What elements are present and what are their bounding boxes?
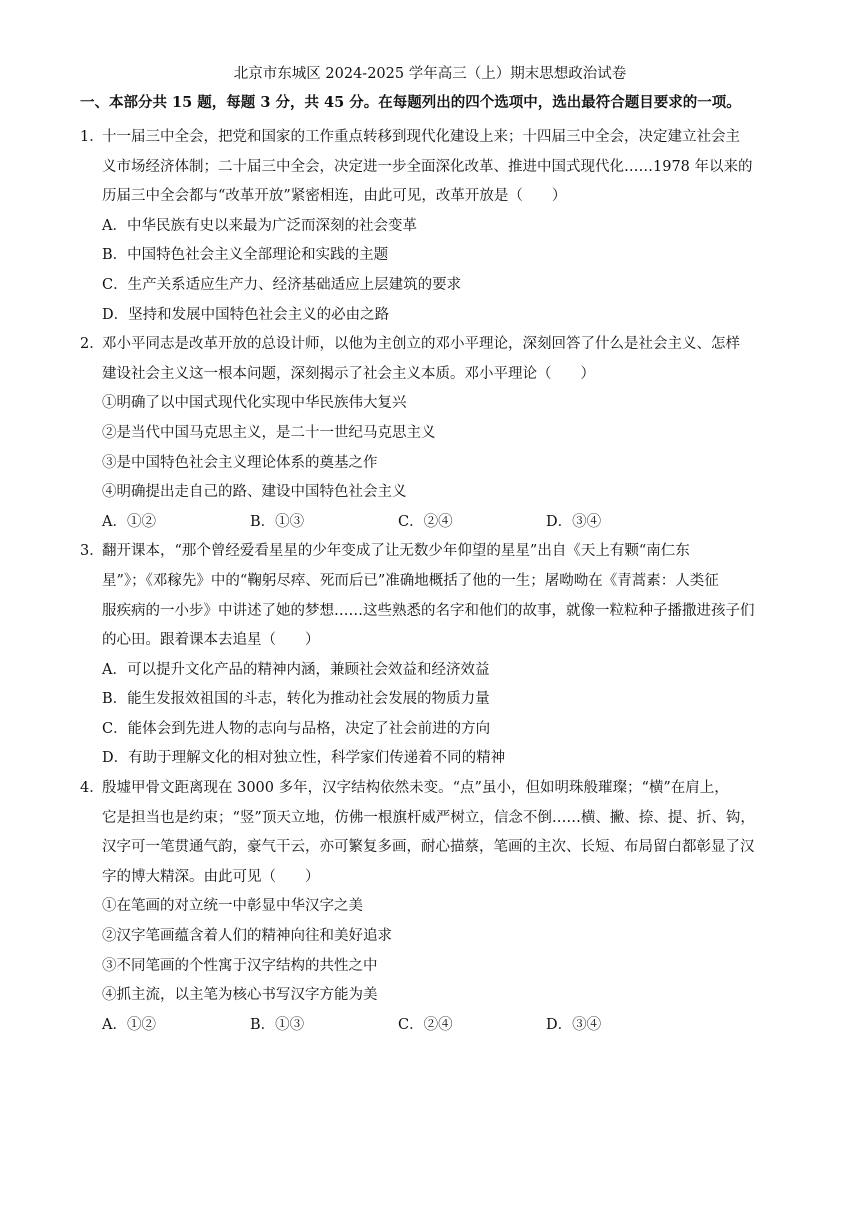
option-a[interactable]: A．可以提升文化产品的精神内涵，兼顾社会效益和经济效益 [102, 661, 490, 678]
option-c[interactable]: C．能体会到先进人物的志向与品格，决定了社会前进的方向 [102, 720, 491, 737]
question-stem-line [80, 537, 800, 567]
question-3 [80, 537, 800, 774]
option-c[interactable]: C．②④ [398, 1016, 453, 1033]
question-stem-line: 它是担当也是约束；“竖”顶天立地，仿佛一根旗杆威严树立，信念不倒……横、撇、捺、提、折、钩， [102, 809, 755, 826]
option-c[interactable]: C．②④ [398, 513, 453, 530]
page-title: 北京市东城区 2024-2025 学年高三（上）期末思想政治试卷 [233, 66, 627, 82]
question-stem-line: 义市场经济体制；二十届三中全会，决定进一步全面深化改革、推进中国式现代化……1978 年以来的 [102, 158, 753, 175]
option-c[interactable]: C．生产关系适应生产力、经济基础适应上层建筑的要求 [102, 276, 462, 293]
stem-text: 邓小平同志是改革开放的总设计师，以他为主创立的邓小平理论，深刻回答了什么是社会主义、怎样 [102, 336, 740, 353]
section-heading: 一、本部分共 15 题，每题 3 分，共 45 分。在每题列出的四个选项中，选出最符合题目要求的一项。 [80, 94, 741, 111]
option-d[interactable]: D．③④ [546, 1016, 602, 1033]
question-2 [80, 330, 800, 537]
question-4 [80, 774, 800, 1040]
option-a[interactable]: A．中华民族有史以来最为广泛而深刻的社会变革 [102, 217, 417, 234]
option-b[interactable]: B．①③ [250, 513, 305, 530]
question-stem-line: 服疾病的一小步》中讲述了她的梦想……这些熟悉的名字和他们的故事，就像一粒粒种子播撒进孩子们 [102, 602, 755, 619]
statement-1: ①在笔画的对立统一中彰显中华汉字之美 [102, 898, 363, 915]
option-a[interactable]: A．①② [102, 513, 156, 530]
question-number: 4． [80, 780, 104, 797]
statement-4: ④抓主流，以主笔为核心书写汉字方能为美 [102, 987, 378, 1004]
options-row [80, 1011, 800, 1041]
question-stem-line: 星”》；《邓稼先》中的“鞠躬尽瘁、死而后已”准确地概括了他的一生；屠呦呦在《青蒿素：人类征 [102, 572, 719, 589]
question-number: 2． [80, 336, 104, 353]
stem-text: 十一届三中全会，把党和国家的工作重点转移到现代化建设上来；十四届三中全会，决定建立社会主 [102, 129, 740, 145]
question-stem-line: 的心田。跟着课本去追星（ ） [102, 632, 320, 649]
question-stem-line: 建设社会主义这一根本问题，深刻揭示了社会主义本质。邓小平理论（ ） [102, 365, 595, 382]
statement-2: ②是当代中国马克思主义，是二十一世纪马克思主义 [102, 424, 436, 441]
statement-3: ③不同笔画的个性寓于汉字结构的共性之中 [102, 957, 378, 974]
question-stem-line: 字的博大精深。由此可见（ ） [102, 868, 320, 885]
statement-1: ①明确了以中国式现代化实现中华民族伟大复兴 [102, 395, 407, 412]
options-row [80, 508, 800, 538]
question-stem-line [80, 123, 800, 153]
option-d[interactable]: D．有助于理解文化的相对独立性，科学家们传递着不同的精神 [102, 750, 506, 767]
stem-text: 殷墟甲骨文距离现在 3000 多年，汉字结构依然未变。“点”虽小，但如明珠般璀璨；“横”在肩上， [102, 780, 729, 797]
option-a[interactable]: A．①② [102, 1016, 156, 1033]
option-d[interactable]: D．坚持和发展中国特色社会主义的必由之路 [102, 306, 390, 323]
question-stem-line [80, 330, 800, 360]
question-number: 1． [80, 129, 104, 145]
stem-text: 翻开课本，“那个曾经爱看星星的少年变成了让无数少年仰望的星星”出自《天上有颗“南仁东 [102, 543, 690, 560]
question-number: 3． [80, 543, 104, 560]
option-b[interactable]: B．①③ [250, 1016, 305, 1033]
question-stem-line: 历届三中全会都与“改革开放”紧密相连，由此可见，改革开放是（ ） [102, 188, 567, 205]
question-stem-line [80, 774, 800, 804]
statement-4: ④明确提出走自己的路、建设中国特色社会主义 [102, 484, 407, 501]
option-d[interactable]: D．③④ [546, 513, 602, 530]
question-1 [80, 123, 800, 330]
statement-3: ③是中国特色社会主义理论体系的奠基之作 [102, 454, 378, 471]
statement-2: ②汉字笔画蕴含着人们的精神向往和美好追求 [102, 928, 392, 945]
question-list [80, 123, 800, 1040]
question-stem-line: 汉字可一笔贯通气韵，豪气干云，亦可繁复多画，耐心描蔡，笔画的主次、长短、布局留白都彰显了汉 [102, 839, 755, 856]
option-b[interactable]: B．中国特色社会主义全部理论和实践的主题 [102, 247, 389, 264]
option-b[interactable]: B．能生发报效祖国的斗志，转化为推动社会发展的物质力量 [102, 691, 490, 708]
